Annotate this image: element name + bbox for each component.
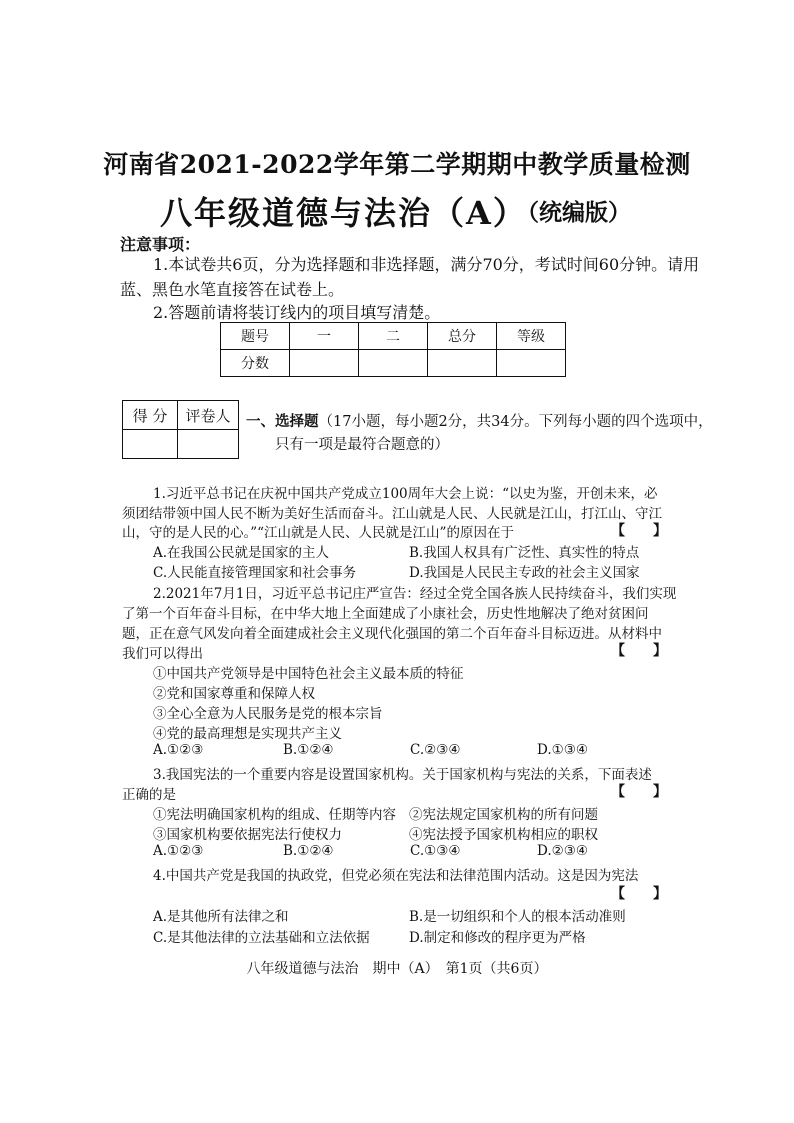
q1-text-line1: 1.习近平总书记在庆祝中国共产党成立100周年大会上说：“以史为鉴，开创未来，必 bbox=[153, 486, 658, 502]
q2-statement-4: ④党的最高理想是实现共产主义 bbox=[153, 726, 342, 742]
score-table bbox=[220, 322, 566, 377]
score-table-header: 一 bbox=[290, 323, 359, 350]
exam-title-subject: 八年级道德与法治（A） bbox=[160, 194, 527, 232]
notice-item-1-line1: 1.本试卷共6页，分为选择题和非选择题，满分70分，考试时间60分钟。请用 bbox=[153, 255, 700, 274]
q3-answer-bracket[interactable]: 【 】 bbox=[611, 784, 667, 800]
score-cell[interactable] bbox=[497, 350, 566, 377]
section-heading-desc: （17小题，每小题2分，共34分。下列每小题的四个选项中， bbox=[318, 414, 713, 430]
section-heading-title: 一、选择题 bbox=[246, 413, 319, 430]
q3-option-a[interactable]: A.①②③ bbox=[153, 843, 204, 859]
q2-text-line4: 我们可以得出 bbox=[122, 646, 203, 662]
q4-option-c[interactable]: C.是其他法律的立法基础和立法依据 bbox=[153, 930, 370, 946]
q3-option-c[interactable]: C.①③④ bbox=[410, 843, 461, 859]
section-heading-line2: 只有一项是最符合题意的） bbox=[275, 437, 449, 453]
q3-statement-3: ③国家机构要依据宪法行使权力 bbox=[153, 827, 342, 843]
score-row-label: 分数 bbox=[221, 350, 290, 377]
q2-answer-bracket[interactable]: 【 】 bbox=[611, 643, 667, 659]
q4-option-b[interactable]: B.是一切组织和个人的根本活动准则 bbox=[409, 909, 626, 925]
score-table-header: 等级 bbox=[497, 323, 566, 350]
q2-statement-3: ③全心全意为人民服务是党的根本宗旨 bbox=[153, 706, 383, 722]
q3-text-line2: 正确的是 bbox=[122, 787, 176, 803]
q1-text-line2: 须团结带领中国人民不断为美好生活而奋斗。江山就是人民、人民就是江山，打江山、守江 bbox=[122, 506, 662, 522]
section-heading bbox=[246, 410, 713, 431]
q2-statement-2: ②党和国家尊重和保障人权 bbox=[153, 686, 315, 702]
score-cell[interactable] bbox=[428, 350, 497, 377]
q3-option-d[interactable]: D.②③④ bbox=[537, 843, 588, 859]
q2-option-a[interactable]: A.①②③ bbox=[153, 742, 204, 758]
q4-option-d[interactable]: D.制定和修改的程序更为严格 bbox=[409, 930, 586, 946]
q3-option-b[interactable]: B.①②④ bbox=[283, 843, 334, 859]
notice-item-1-line2: 蓝、黑色水笔直接答在试卷上。 bbox=[120, 280, 345, 299]
notice-heading: 注意事项： bbox=[120, 235, 201, 254]
q2-text-line1: 2.2021年7月1日，习近平总书记庄严宣告：经过全党全国各族人民持续奋斗，我们实现 bbox=[153, 586, 677, 602]
q2-option-b[interactable]: B.①②④ bbox=[283, 742, 334, 758]
notice-item-2: 2.答题前请将装订线内的项目填写清楚。 bbox=[153, 303, 441, 322]
q4-text-line1: 4.中国共产党是我国的执政党，但党必须在宪法和法律范围内活动。这是因为宪法 bbox=[153, 868, 639, 884]
score-table-header: 题号 bbox=[221, 323, 290, 350]
q4-option-a[interactable]: A.是其他所有法律之和 bbox=[153, 909, 289, 925]
q3-statement-2: ②宪法规定国家机构的所有问题 bbox=[409, 807, 598, 823]
q2-statement-1: ①中国共产党领导是中国特色社会主义最本质的特征 bbox=[153, 666, 464, 682]
score-cell[interactable] bbox=[359, 350, 428, 377]
q1-text-line3: 山，守的是人民的心。”“江山就是人民、人民就是江山”的原因在于 bbox=[122, 525, 514, 541]
q1-option-a[interactable]: A.在我国公民就是国家的主人 bbox=[153, 545, 330, 561]
q2-option-c[interactable]: C.②③④ bbox=[410, 742, 461, 758]
grader-table bbox=[122, 400, 239, 459]
score-cell[interactable] bbox=[290, 350, 359, 377]
q3-text-line1: 3.我国宪法的一个重要内容是设置国家机构。关于国家机构与宪法的关系，下面表述 bbox=[153, 767, 652, 783]
grader-label: 评卷人 bbox=[178, 401, 239, 430]
grader-box[interactable] bbox=[178, 430, 239, 459]
exam-edition: （统编版） bbox=[516, 199, 631, 226]
q1-option-b[interactable]: B.我国人权具有广泛性、真实性的特点 bbox=[409, 545, 640, 561]
q1-answer-bracket[interactable]: 【 】 bbox=[611, 523, 667, 539]
exam-title-line1: 河南省2021-2022学年第二学期期中教学质量检测 bbox=[103, 150, 691, 179]
q3-statement-1: ①宪法明确国家机构的组成、任期等内容 bbox=[153, 807, 396, 823]
score-label: 得 分 bbox=[123, 401, 178, 430]
page-footer: 八年级道德与法治 期中（A） 第1页（共6页） bbox=[246, 961, 548, 977]
q1-option-c[interactable]: C.人民能直接管理国家和社会事务 bbox=[153, 565, 357, 581]
score-box[interactable] bbox=[123, 430, 178, 459]
q2-option-d[interactable]: D.①③④ bbox=[537, 742, 588, 758]
score-table-header: 总分 bbox=[428, 323, 497, 350]
q2-text-line2: 了第一个百年奋斗目标，在中华大地上全面建成了小康社会，历史性地解决了绝对贫困问 bbox=[122, 606, 649, 622]
score-table-header: 二 bbox=[359, 323, 428, 350]
q1-option-d[interactable]: D.我国是人民民主专政的社会主义国家 bbox=[409, 565, 640, 581]
q3-statement-4: ④宪法授予国家机构相应的职权 bbox=[409, 827, 598, 843]
q4-answer-bracket[interactable]: 【 】 bbox=[611, 886, 667, 902]
q2-text-line3: 题，正在意气风发向着全面建成社会主义现代化强国的第二个百年奋斗目标迈进。从材料中 bbox=[122, 626, 662, 642]
